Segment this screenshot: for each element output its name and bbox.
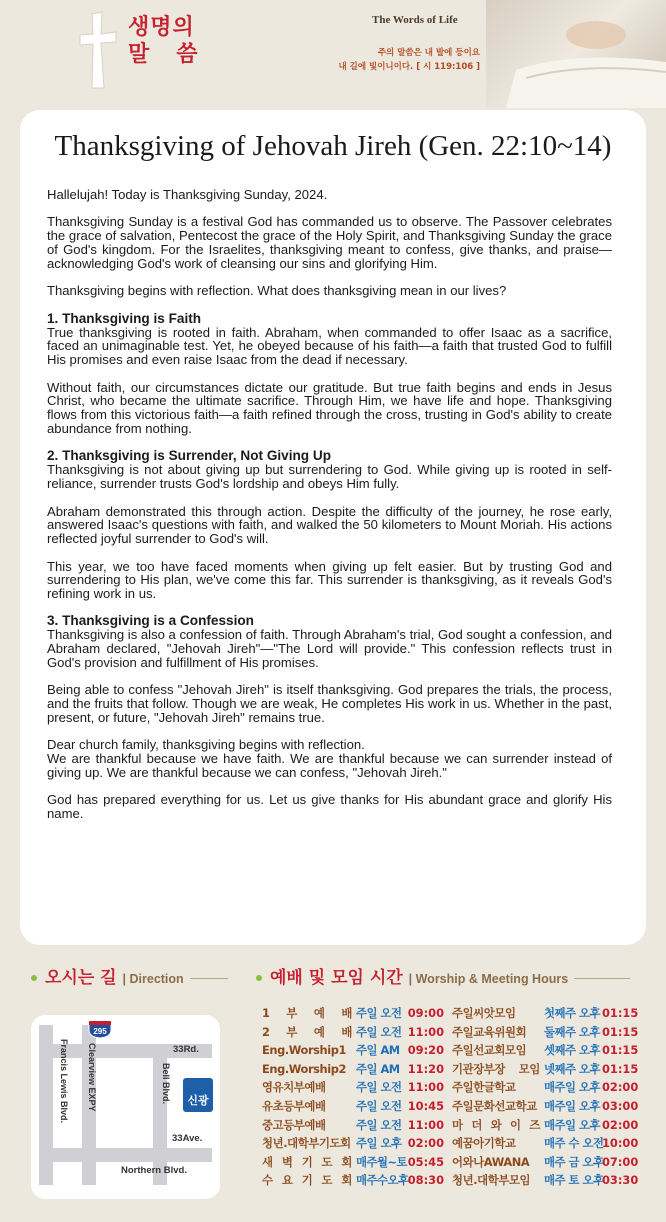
schedule-time: 11:00 [407, 1080, 444, 1095]
scripture-verse [312, 46, 480, 74]
bullet-icon [31, 975, 37, 981]
schedule-day: 주일 오전 [356, 1098, 402, 1113]
direction-title: 오시는 길 [45, 968, 117, 988]
korean-title-line1: 생명의 [128, 15, 195, 40]
highway-number: 295 [93, 1027, 107, 1036]
label-clearview: Clearview EXPY [87, 1043, 97, 1112]
schedule-day: 주일 AM [356, 1061, 400, 1076]
schedule-day: 매주일 오후 [544, 1117, 600, 1132]
schedule-name: 주일교육위원회 [452, 1024, 527, 1039]
sermon-body [47, 188, 612, 835]
schedule-day: 첫째주 오후 [544, 1006, 600, 1020]
schedule-row [262, 1023, 444, 1042]
schedule-row [262, 1134, 444, 1153]
schedule-day: 주일 오후 [356, 1136, 402, 1151]
worship-title: 예배 및 모임 시간 [270, 968, 403, 988]
schedule-time: 05:45 [407, 1154, 444, 1169]
faith-paragraph-2: Without faith, our circumstances dictate our gratitude. But true faith begins and ends in Jesus Christ, who became the ultimate sacrifice. Through Him, we have life and hope. Thanksgiving flows from this victorious faith—a faith refined through the cross, trusting in God's ability to create abundance from nothing. [47, 379, 612, 436]
worship-heading [256, 963, 630, 988]
schedule-name: 기관장부장 모임 [452, 1061, 540, 1076]
schedule-left-column [262, 1004, 444, 1190]
schedule-name: 수 요 기 도 회 [262, 1173, 352, 1188]
schedule-name: Eng.Worship1 [262, 1043, 347, 1058]
words-of-life-label: The Words of Life [372, 14, 458, 26]
schedule-day: 매주일 오후 [544, 1080, 600, 1095]
bible-hands-icon [486, 0, 666, 108]
schedule-right-column [452, 1004, 638, 1190]
divider [190, 978, 228, 979]
schedule-time: 01:15 [602, 1061, 639, 1076]
schedule-name: 영유치부예배 [262, 1080, 326, 1095]
bullet-icon [256, 975, 262, 981]
schedule-name: 1 부 예 배 [262, 1006, 352, 1020]
schedule-name: 어와나AWANA [452, 1154, 530, 1169]
schedule-row [262, 1060, 444, 1079]
schedule-row [262, 1097, 444, 1116]
schedule-time: 03:30 [602, 1173, 639, 1188]
schedule-name: 주일문화선교학교 [452, 1098, 537, 1113]
schedule-time: 01:15 [602, 1006, 639, 1020]
schedule-row [452, 1023, 638, 1042]
schedule-row [452, 1078, 638, 1097]
closing-paragraph-1: Dear church family, thanksgiving begins with reflection. [47, 737, 365, 753]
schedule-row [452, 1004, 638, 1023]
schedule-row [262, 1004, 444, 1023]
schedule-time: 03:00 [602, 1098, 639, 1113]
schedule-name: 중고등부예배 [262, 1117, 326, 1132]
schedule-day: 셋째주 오후 [544, 1043, 600, 1058]
schedule-row [452, 1153, 638, 1172]
intro-paragraph-2: Thanksgiving Sunday is a festival God has commanded us to observe. The Passover celebrates the grace of salvation, Pentecost the grace of the Holy Spirit, and Thanksgiving Sunday the grace of God's kingdom. For the Israelites, thanksgiving meant to confess, give thanks, and praise—acknowledging God's work of cleansing our sins and glorifying Him. [47, 214, 612, 271]
schedule-time: 08:30 [407, 1173, 444, 1188]
schedule-time: 11:00 [407, 1117, 444, 1132]
schedule-row [452, 1134, 638, 1153]
sermon-card [20, 110, 646, 945]
intro-paragraph-3: Thanksgiving begins with reflection. What does thanksgiving mean in our lives? [47, 283, 507, 299]
schedule-row [452, 1041, 638, 1060]
direction-map[interactable] [31, 1015, 220, 1199]
schedule-time: 10:45 [407, 1098, 444, 1113]
closing-paragraph-3: God has prepared everything for us. Let us give thanks for His abundant grace and glorify His name. [47, 792, 612, 822]
schedule-row [262, 1041, 444, 1060]
schedule-name: Eng.Worship2 [262, 1061, 347, 1076]
schedule-day: 주일 오전 [356, 1117, 402, 1132]
surrender-paragraph-3: This year, we too have faced moments when giving up felt easier. But by trusting God and surrendering to His plan, we've come this far. This surrender is thanksgiving, as it reveals God's refining work in us. [47, 558, 612, 602]
schedule-day: 매주수오후 [356, 1173, 409, 1188]
sermon-title: Thanksgiving of Jehovah Jireh (Gen. 22:10~14) [54, 130, 612, 162]
schedule-name: 예꿈아기학교 [452, 1136, 516, 1151]
direction-heading [31, 963, 228, 988]
schedule-day: 매주월~토 [356, 1154, 408, 1169]
schedule-row [452, 1097, 638, 1116]
schedule-name: 마 더 와 이 즈 [452, 1117, 540, 1132]
info-section [0, 955, 666, 1222]
schedule-day: 매주 금 오후 [544, 1154, 604, 1169]
schedule-time: 11:00 [407, 1024, 444, 1039]
schedule-day: 매주 토 오후 [544, 1173, 604, 1188]
worship-subtitle: | Worship & Meeting Hours [408, 972, 569, 986]
schedule-day: 넷째주 오후 [544, 1061, 600, 1076]
header [0, 0, 666, 125]
schedule-day: 매주 수 오전 [544, 1136, 604, 1151]
schedule-day: 주일 오전 [356, 1080, 402, 1095]
schedule-row [262, 1171, 444, 1190]
divider [574, 978, 630, 979]
schedule-name: 주일씨앗모임 [452, 1006, 516, 1020]
praying-hands-photo [486, 0, 666, 108]
schedule-day: 둘째주 오후 [544, 1024, 600, 1039]
heading-faith: 1. Thanksgiving is Faith [47, 310, 202, 326]
schedule-name: 주일한글학교 [452, 1080, 516, 1095]
cross-icon [78, 10, 118, 90]
label-33ave: 33Ave. [172, 1133, 203, 1144]
schedule-name: 청년.대학부모임 [452, 1173, 531, 1188]
schedule-time: 02:00 [407, 1136, 444, 1151]
intro-paragraph-1: Hallelujah! Today is Thanksgiving Sunday, 2024. [47, 187, 328, 202]
schedule-name: 새 벽 기 도 회 [262, 1154, 352, 1169]
confession-paragraph-1: Thanksgiving is also a confession of faith. Through Abraham's trial, God sought a confession, and Abraham declared, "Jehovah Jireh"—"The Lord will provide." This confession reflects trust in God's provision and fulfillment of His promises. [47, 627, 612, 671]
road-33ave [39, 1148, 212, 1162]
schedule-day: 매주일 오후 [544, 1098, 600, 1113]
schedule-day: 주일 오전 [356, 1006, 402, 1020]
schedule-time: 10:00 [602, 1136, 639, 1151]
schedule-time: 01:15 [602, 1024, 639, 1039]
label-33rd: 33Rd. [173, 1044, 199, 1055]
schedule-row [262, 1153, 444, 1172]
schedule-row [262, 1116, 444, 1135]
confession-paragraph-2: Being able to confess "Jehovah Jireh" is itself thanksgiving. God prepares the trials, the process, and the fruits that follow. Though we are weak, He completes His work in us. Whether in the past, present, or future, "Jehovah Jireh" remains true. [47, 682, 612, 726]
schedule-time: 01:15 [602, 1043, 639, 1058]
schedule-time: 09:00 [407, 1006, 444, 1020]
schedule-name: 2 부 예 배 [262, 1024, 352, 1039]
schedule-time: 11:20 [407, 1061, 444, 1076]
verse-line1: 주의 말씀은 내 발에 등이요 [377, 48, 480, 58]
label-bell-blvd: Bell Blvd. [161, 1063, 171, 1105]
schedule-name: 청년.대학부기도회 [262, 1136, 351, 1151]
schedule-name: 유초등부예배 [262, 1098, 326, 1113]
church-marker[interactable]: 신광 [183, 1078, 213, 1112]
schedule-time: 02:00 [602, 1080, 639, 1095]
schedule-day: 주일 오전 [356, 1024, 402, 1039]
verse-line2: 내 길에 빛이니이다. [ 시 119:106 ] [338, 62, 480, 72]
road-francis-lewis [39, 1025, 53, 1185]
label-northern: Northern Blvd. [121, 1165, 187, 1176]
korean-title [128, 14, 198, 68]
schedule-time: 09:20 [407, 1043, 444, 1058]
heading-surrender: 2. Thanksgiving is Surrender, Not Giving Up [47, 448, 332, 464]
direction-subtitle: | Direction [122, 972, 184, 986]
interstate-shield-icon [87, 1019, 113, 1039]
surrender-paragraph-2: Abraham demonstrated this through action. Despite the difficulty of the journey, he rose early, answered Isaac's questions with faith, and walked the 50 kilometers to Mount Moriah. His actions reflected joyful surrender to God's will. [47, 503, 612, 547]
schedule-row [262, 1078, 444, 1097]
heading-confession: 3. Thanksgiving is a Confession [47, 613, 254, 629]
schedule-row [452, 1171, 638, 1190]
schedule-row [452, 1116, 638, 1135]
schedule-day: 주일 AM [356, 1043, 400, 1058]
schedule-name: 주일선교회모임 [452, 1043, 527, 1058]
faith-paragraph-1: True thanksgiving is rooted in faith. Abraham, when commanded to offer Isaac as a sacrifice, faced an unimaginable test. Yet, he obeyed because of his faith—a faith that trusted God to fulfill His promises and even raise Isaac from the dead if necessary. [47, 324, 612, 368]
schedule-row [452, 1060, 638, 1079]
schedule-time: 02:00 [602, 1117, 639, 1132]
schedule-time: 07:00 [602, 1154, 639, 1169]
label-francis-lewis: Francis Lewis Blvd. [59, 1039, 69, 1124]
closing-paragraph-2: We are thankful because we have faith. We are thankful because we can surrender instead of giving up. We are thankful because we can confess, "Jehovah Jireh." [47, 751, 612, 781]
surrender-paragraph-1: Thanksgiving is not about giving up but surrendering to God. While giving up is rooted in self-reliance, surrender trusts God's lordship and obeys Him fully. [47, 462, 612, 492]
korean-title-line2: 말 씀 [128, 42, 199, 67]
